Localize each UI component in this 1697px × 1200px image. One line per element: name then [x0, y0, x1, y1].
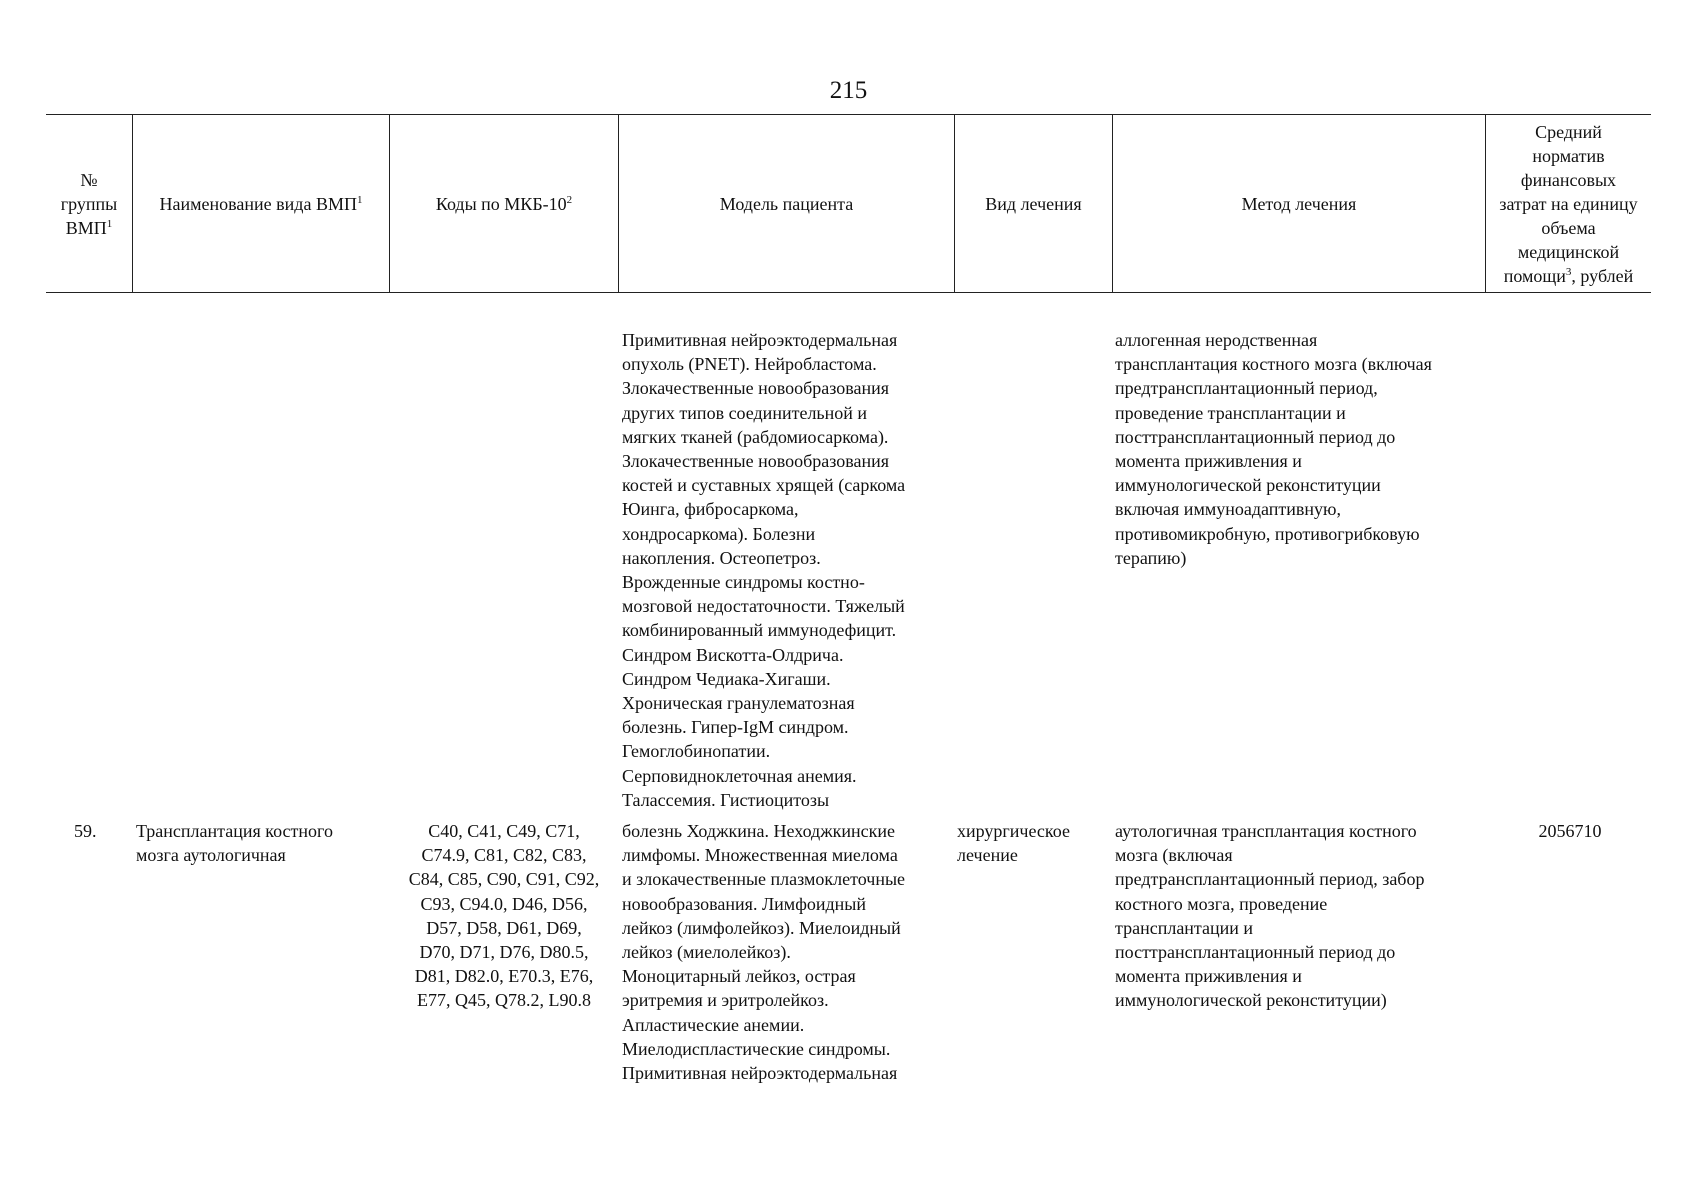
header-group-number-text: № группы ВМП [60, 169, 118, 238]
header-treatment-type [954, 115, 1112, 292]
header-cost [1485, 115, 1651, 292]
header-icd-codes-text: Коды по МКБ-10 [435, 193, 567, 214]
header-treatment-type-text: Вид лечения [985, 193, 1082, 214]
header-cost-text: Средний норматив финансовых затрат на единицу объема медицинской помощи [1499, 121, 1638, 286]
header-treatment-method-text: Метод лечения [1241, 193, 1357, 214]
header-vmp-name-text: Наименование вида ВМП [159, 193, 357, 214]
footnote-marker: 1 [106, 217, 113, 230]
page-number: 215 [829, 77, 868, 104]
row-59-number: 59. [74, 821, 97, 841]
header-group-number [46, 115, 132, 292]
continued-patient-model: Примитивная нейроэктодермальная опухоль (PNET). Нейробластома. Злокачественные новообразования других типов соединительной и мягких тканей (рабдомиосаркома). Злокачественные новообразования костей и суставных хрящей (саркома Юинга, фибросаркома, хондросаркома). Болезни накопления. Остеопетроз. Врожденные синдромы костно- мозговой недостаточности. Тяжелый комбинированный иммунодефицит. Синдром Вискотта-Олдрича. Синдром Чедиака-Хигаши. Хроническая гранулематозная болезнь. Гипер-IgM синдром. Гемоглобинопатии. Серповидноклеточная анемия. Талассемия. Гистиоцитозы [622, 330, 906, 810]
footnote-marker: 1 [356, 193, 363, 206]
row-59-treatment-type: хирургическое лечение [957, 821, 1070, 866]
header-icd-codes [389, 115, 618, 292]
footnote-marker: 2 [566, 193, 573, 206]
table-header [46, 114, 1651, 293]
row-59-cost: 2056710 [1538, 821, 1602, 841]
footnote-marker: 3 [1565, 265, 1572, 278]
row-59-vmp-name: Трансплантация костного мозга аутологичная [136, 821, 333, 866]
header-patient-model [618, 115, 954, 292]
header-treatment-method [1112, 115, 1485, 292]
continued-treatment-method: аллогенная неродственная трансплантация костного мозга (включая предтрансплантационный период, проведение трансплантации и посттрансплантационный период до момента приживления и иммунологической реконституции включая иммуноадаптивную, противомикробную, противогрибковую терапию) [1115, 330, 1432, 568]
header-cost-unit: , рублей [1571, 265, 1634, 286]
row-59-treatment-method: аутологичная трансплантация костного мозга (включая предтрансплантационный период, забор костного мозга, проведение трансплантации и посттрансплантационный период до момента приживления и иммунологической реконституции) [1115, 821, 1425, 1011]
header-vmp-name [132, 115, 389, 292]
row-59-icd-codes: C40, C41, C49, C71, C74.9, C81, C82, C83, C84, C85, C90, C91, C92, C93, C94.0, D46, D56, D57, D58, D61, D69, D70, D71, D76, D80.5, D81, D82.0, E70.3, E76, E77, Q45, Q78.2, L90.8 [408, 821, 600, 1011]
header-patient-model-text: Модель пациента [719, 193, 854, 214]
row-59-patient-model: болезнь Ходжкина. Неходжкинские лимфомы. Множественная миелома и злокачественные плазмоклеточные новообразования. Лимфоидный лейкоз (лимфолейкоз). Миелоидный лейкоз (миелолейкоз). Моноцитарный лейкоз, острая эритремия и эритролейкоз. Апластические анемии. Миелодиспластические синдромы. Примитивная нейроэктодермальная [622, 821, 906, 1084]
